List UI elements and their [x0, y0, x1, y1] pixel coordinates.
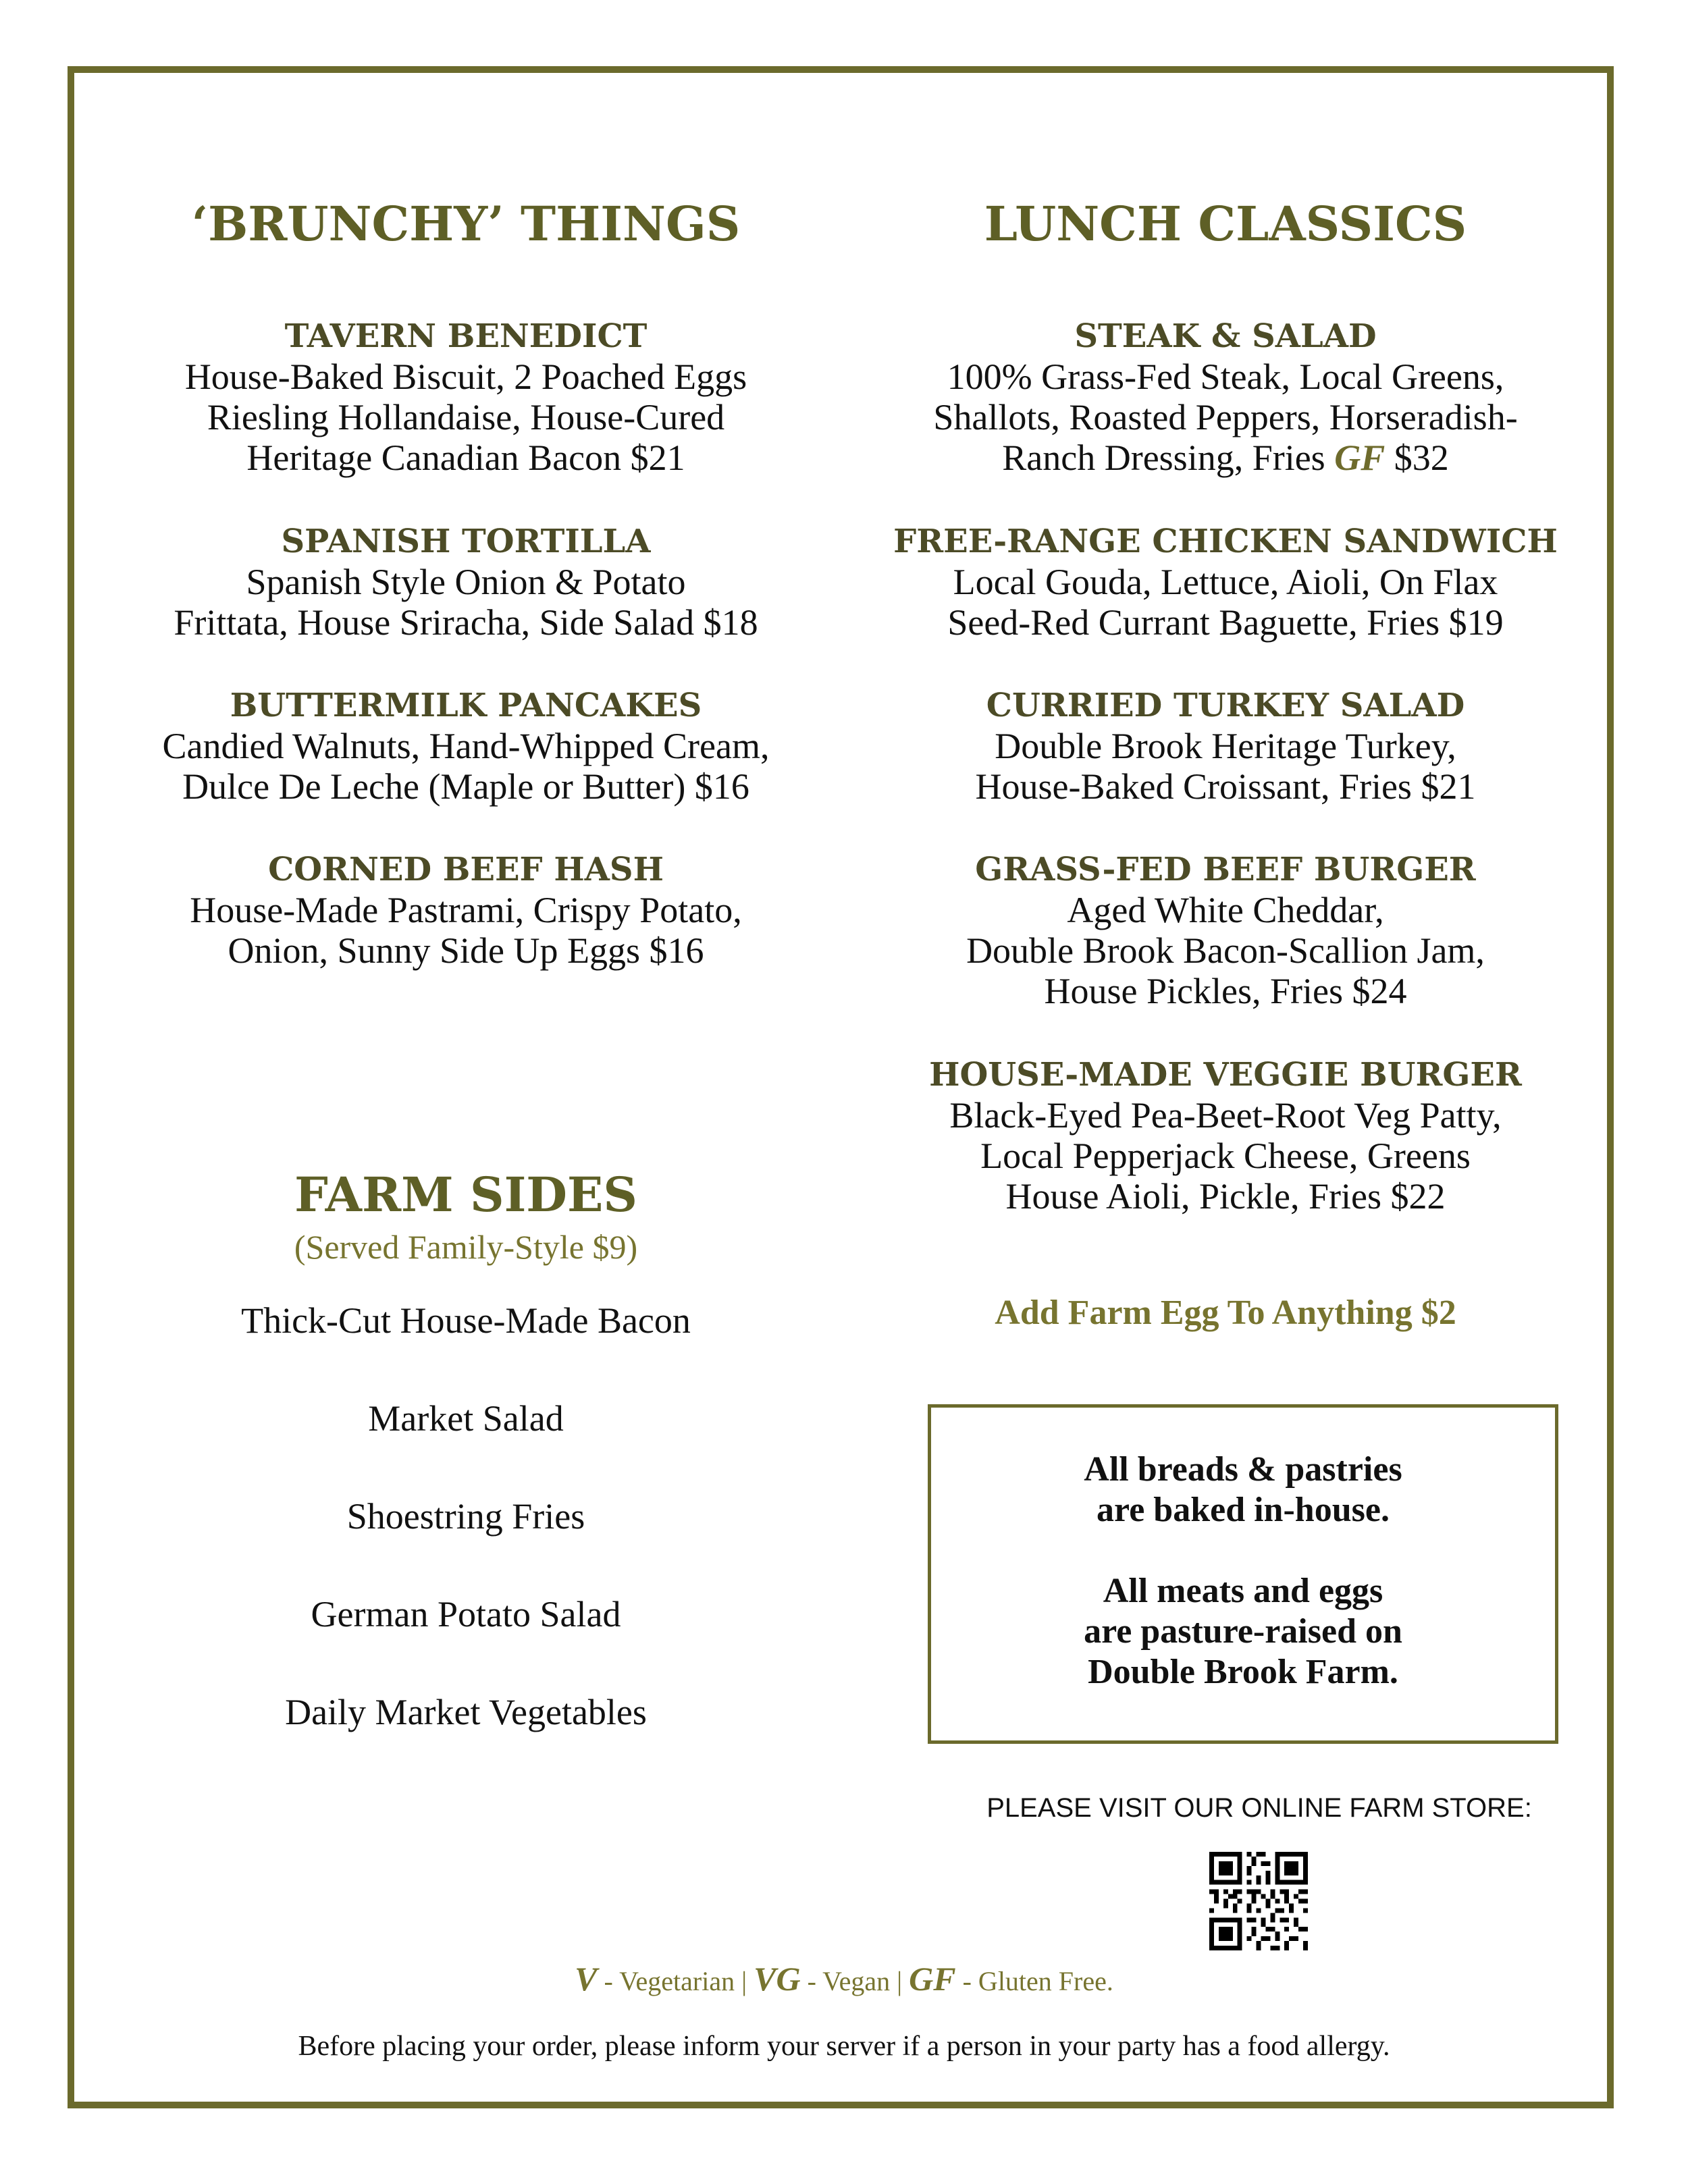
allergy-notice: Before placing your order, please inform your server if a person in your party has a food allergy.	[298, 2031, 1390, 2062]
menu-item	[68, 849, 864, 971]
side-item: Market Salad	[368, 1398, 564, 1439]
item-desc: Aged White Cheddar,	[1067, 890, 1384, 930]
menu-item	[844, 685, 1607, 807]
qr-code-icon[interactable]	[1209, 1852, 1308, 1950]
legend-gf: GF	[909, 1960, 956, 1998]
item-price: $32	[1394, 437, 1449, 478]
notice-line: All breads & pastries	[1084, 1450, 1402, 1489]
item-desc: Heritage Canadian Bacon $21	[246, 437, 685, 478]
brunch-column	[68, 0, 864, 2184]
notice-line: are pasture-raised on	[1084, 1612, 1402, 1651]
notice-box	[928, 1404, 1558, 1744]
notice-line: Double Brook Farm.	[1088, 1653, 1398, 1691]
item-desc: Double Brook Bacon-Scallion Jam,	[966, 930, 1485, 971]
legend-v: V	[575, 1960, 598, 1998]
item-desc: Riesling Hollandaise, House-Cured	[207, 397, 725, 437]
item-desc: Ranch Dressing, Fries	[1002, 437, 1325, 478]
brunch-title: ‘BRUNCHY’ THINGS	[191, 196, 741, 252]
item-desc: Spanish Style Onion & Potato	[246, 562, 686, 602]
item-name: TAVERN BENEDICT	[284, 317, 648, 355]
side-item: German Potato Salad	[311, 1594, 621, 1634]
dietary-legend	[0, 1959, 1688, 1998]
gluten-free-tag: GF	[1334, 437, 1386, 478]
item-name: GRASS-FED BEEF BURGER	[975, 851, 1476, 888]
legend-gf-text: - Gluten Free.	[962, 1966, 1113, 1996]
item-desc: Dulce De Leche (Maple or Butter) $16	[182, 766, 749, 807]
menu-item	[68, 685, 864, 807]
item-desc: Local Gouda, Lettuce, Aioli, On Flax	[953, 562, 1498, 602]
item-name: FREE-RANGE CHICKEN SANDWICH	[893, 523, 1558, 560]
menu-item	[68, 521, 864, 643]
item-desc: 100% Grass-Fed Steak, Local Greens,	[947, 356, 1504, 397]
side-item: Daily Market Vegetables	[285, 1692, 647, 1732]
item-desc: House-Baked Biscuit, 2 Poached Eggs	[184, 356, 747, 397]
legend-vg: VG	[754, 1960, 801, 1998]
item-desc: House Pickles, Fries $24	[1044, 971, 1407, 1011]
item-name: BUTTERMILK PANCAKES	[230, 687, 702, 724]
farm-sides-subtitle: (Served Family-Style $9)	[294, 1228, 638, 1266]
menu-item	[844, 849, 1607, 1011]
item-desc-with-tag	[844, 437, 1607, 478]
item-desc: Double Brook Heritage Turkey,	[995, 726, 1456, 766]
legend-vg-text: - Vegan |	[807, 1966, 903, 1996]
side-item: Thick-Cut House-Made Bacon	[241, 1300, 691, 1341]
legend-v-text: - Vegetarian |	[604, 1966, 747, 1996]
item-name: SPANISH TORTILLA	[281, 523, 651, 560]
menu-item	[844, 521, 1607, 643]
item-desc: Local Pepperjack Cheese, Greens	[980, 1136, 1471, 1176]
item-desc: Black-Eyed Pea-Beet-Root Veg Patty,	[949, 1095, 1502, 1136]
farm-sides-title: FARM SIDES	[294, 1167, 637, 1223]
menu-item	[844, 1055, 1607, 1217]
item-name: CORNED BEEF HASH	[268, 851, 664, 888]
item-desc: House-Made Pastrami, Crispy Potato,	[190, 890, 742, 930]
item-desc: House Aioli, Pickle, Fries $22	[1005, 1176, 1446, 1217]
item-desc: Shallots, Roasted Peppers, Horseradish-	[933, 397, 1518, 437]
item-desc: House-Baked Croissant, Fries $21	[975, 766, 1476, 807]
item-desc: Frittata, House Sriracha, Side Salad $18	[174, 602, 758, 643]
item-desc: Onion, Sunny Side Up Eggs $16	[228, 930, 704, 971]
farm-store-text: PLEASE VISIT OUR ONLINE FARM STORE:	[986, 1793, 1532, 1823]
item-desc: Candied Walnuts, Hand-Whipped Cream,	[162, 726, 770, 766]
add-egg-note: Add Farm Egg To Anything $2	[995, 1294, 1456, 1332]
item-name: HOUSE-MADE VEGGIE BURGER	[929, 1056, 1522, 1094]
item-name: STEAK & SALAD	[1074, 317, 1377, 355]
menu-item	[844, 316, 1607, 478]
item-name: CURRIED TURKEY SALAD	[986, 687, 1465, 724]
lunch-title: LUNCH CLASSICS	[984, 196, 1467, 252]
menu-item	[68, 316, 864, 478]
side-item: Shoestring Fries	[346, 1496, 585, 1537]
notice-spacer	[931, 1530, 1555, 1571]
notice-line: are baked in-house.	[1097, 1491, 1390, 1529]
item-desc: Seed-Red Currant Baguette, Fries $19	[947, 602, 1504, 643]
notice-line: All meats and eggs	[1103, 1572, 1383, 1610]
